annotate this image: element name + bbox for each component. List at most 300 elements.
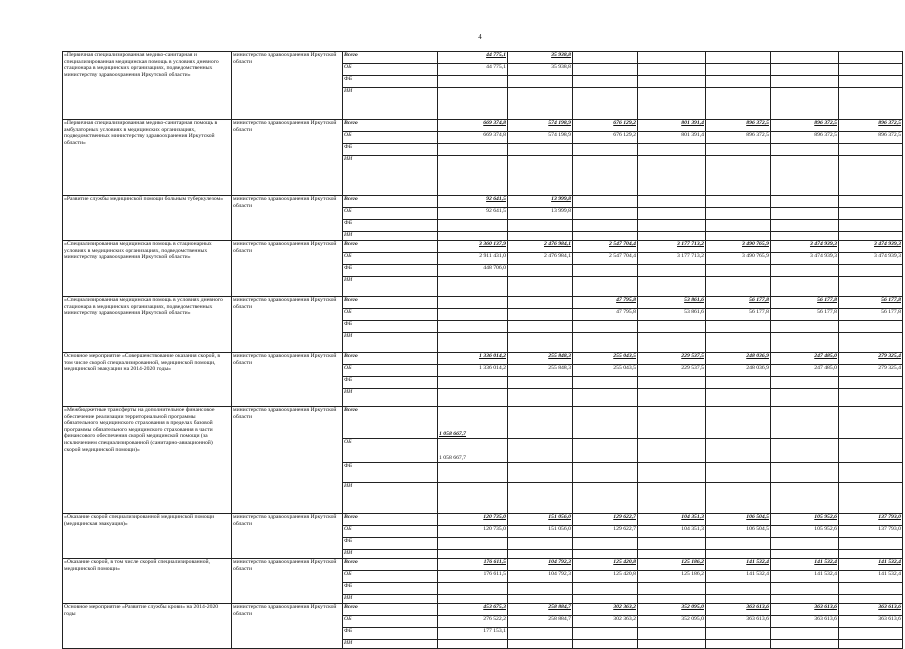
- value-cell: [706, 514, 771, 526]
- value-cell: [573, 232, 638, 241]
- value-cell: [839, 309, 903, 321]
- value-cell: [438, 64, 508, 76]
- value-cell: [706, 628, 771, 640]
- value-text: 3 360 137,9: [478, 241, 506, 247]
- value-cell: [573, 353, 638, 365]
- value-cell: [638, 241, 706, 253]
- value-text: 896 372,5: [746, 132, 769, 138]
- value-text: 35 938,8: [551, 64, 571, 70]
- funding-source-label: Всего: [343, 297, 438, 309]
- funding-source-label: ФБ: [343, 628, 438, 640]
- value-cell: [771, 604, 839, 616]
- value-cell: [706, 377, 771, 389]
- value-cell: [771, 616, 839, 628]
- value-cell: [771, 196, 839, 208]
- value-text: 896 372,5: [814, 120, 837, 126]
- value-text: 129 622,7: [613, 526, 636, 532]
- funding-source-label: ИИ: [343, 277, 438, 297]
- funding-source-label: Всего: [343, 52, 438, 64]
- value-cell: [771, 571, 839, 583]
- value-text: 448 706,0: [483, 265, 506, 271]
- value-text: 125 186,2: [681, 559, 704, 565]
- responsible-executor: министерство здравоохранения Иркутской области: [232, 407, 343, 514]
- responsible-executor: министерство здравоохранения Иркутской области: [232, 514, 343, 559]
- value-cell: [438, 220, 508, 232]
- funding-source-label: ОБ: [343, 253, 438, 265]
- value-text: 177 153,1: [483, 628, 506, 634]
- value-cell: [706, 88, 771, 120]
- value-cell: [839, 583, 903, 595]
- value-text: 1 336 014,2: [478, 365, 506, 371]
- value-text: 302 363,2: [613, 616, 636, 622]
- value-text: 363 613,6: [878, 616, 901, 622]
- value-text: 896 372,5: [878, 120, 901, 126]
- value-cell: [839, 241, 903, 253]
- funding-source-label: ОБ: [343, 439, 438, 463]
- table-row: [63, 52, 903, 64]
- value-cell: [706, 604, 771, 616]
- value-text: 56 177,8: [881, 297, 901, 303]
- value-cell: [638, 309, 706, 321]
- value-cell: [771, 88, 839, 120]
- value-cell: [638, 333, 706, 353]
- measure-name: «Оказание скорой специализированной медицинской помощи (медицинская эвакуация)»: [63, 514, 232, 559]
- value-cell: [706, 439, 771, 463]
- value-cell: [638, 120, 706, 132]
- funding-source-label: Всего: [343, 407, 438, 439]
- value-text: 44 775,1: [486, 52, 506, 58]
- value-cell: [771, 64, 839, 76]
- value-cell: [508, 196, 573, 208]
- value-text: 120 735,0: [483, 514, 506, 520]
- value-cell: [508, 439, 573, 463]
- value-cell: [638, 640, 706, 649]
- value-text: 247 485,0: [814, 365, 837, 371]
- value-text: 896 372,5: [746, 120, 769, 126]
- value-cell: [706, 120, 771, 132]
- value-cell: [508, 463, 573, 483]
- value-cell: [508, 628, 573, 640]
- value-cell: [706, 571, 771, 583]
- value-text: 363 613,6: [878, 604, 901, 610]
- value-cell: [508, 220, 573, 232]
- value-text: 255 043,5: [613, 365, 636, 371]
- value-text: 104 792,3: [548, 559, 571, 565]
- value-cell: [771, 628, 839, 640]
- measure-name: «Развитие службы медицинской помощи больным туберкулезом»: [63, 196, 232, 241]
- measure-name: «Первичная специализированная медико-санитарная помощь в амбулаторных условиях в медицинских организациях, подведомственных министерству здравоохранения Иркутской области»: [63, 120, 232, 196]
- value-text: 3 474 939,3: [809, 253, 837, 259]
- measure-name: «Первичная специализированная медико-санитарная и специализированная медицинская помощь в условиях дневного стационара в медицинских организациях, подведомственных министерству здравоохранения Иркутской области»: [63, 52, 232, 120]
- value-cell: [638, 144, 706, 156]
- value-text: 56 177,8: [749, 297, 769, 303]
- funding-source-label: ИИ: [343, 88, 438, 120]
- value-cell: [706, 321, 771, 333]
- funding-source-label: ФБ: [343, 583, 438, 595]
- table-body: [63, 52, 903, 649]
- value-cell: [438, 52, 508, 64]
- value-cell: [706, 483, 771, 514]
- value-cell: [638, 483, 706, 514]
- value-cell: [508, 52, 573, 64]
- funding-source-label: ИИ: [343, 595, 438, 604]
- value-cell: [638, 265, 706, 277]
- value-cell: [839, 483, 903, 514]
- value-text: 141 532,4: [746, 559, 769, 565]
- value-cell: [839, 463, 903, 483]
- value-cell: [706, 640, 771, 649]
- value-text: 176 611,5: [483, 571, 506, 577]
- value-cell: [438, 377, 508, 389]
- value-cell: [771, 583, 839, 595]
- value-cell: [508, 389, 573, 407]
- table-row: [63, 120, 903, 132]
- value-cell: [438, 196, 508, 208]
- value-cell: [508, 297, 573, 309]
- value-cell: [839, 439, 903, 463]
- value-cell: [638, 571, 706, 583]
- value-cell: [573, 120, 638, 132]
- value-cell: [638, 220, 706, 232]
- value-cell: [508, 156, 573, 196]
- value-cell: [706, 583, 771, 595]
- value-cell: [573, 559, 638, 571]
- value-cell: [771, 389, 839, 407]
- value-cell: [508, 616, 573, 628]
- value-text: 1 058 667,7: [439, 431, 467, 438]
- value-cell: [839, 265, 903, 277]
- value-cell: [573, 616, 638, 628]
- value-cell: [839, 407, 903, 439]
- value-cell: [839, 365, 903, 377]
- value-text: 363 613,6: [746, 604, 769, 610]
- measure-name: «Оказание скорой, в том числе скорой специализированной, медицинской помощи»: [63, 559, 232, 604]
- value-cell: [771, 297, 839, 309]
- value-text: 47 795,8: [616, 309, 636, 315]
- value-cell: [508, 309, 573, 321]
- value-cell: [438, 156, 508, 196]
- value-cell: [638, 583, 706, 595]
- value-cell: [771, 265, 839, 277]
- value-cell: [438, 232, 508, 241]
- value-text: 676 129,2: [613, 132, 636, 138]
- value-cell: [706, 559, 771, 571]
- value-text: 105 952,6: [814, 526, 837, 532]
- value-cell: [771, 595, 839, 604]
- value-cell: [438, 120, 508, 132]
- value-cell: [771, 309, 839, 321]
- value-text: 2 547 704,4: [608, 253, 636, 259]
- value-cell: [573, 526, 638, 538]
- value-cell: [638, 277, 706, 297]
- funding-source-label: ИИ: [343, 156, 438, 196]
- value-cell: [638, 232, 706, 241]
- value-cell: [839, 220, 903, 232]
- value-cell: [839, 526, 903, 538]
- value-text: 3 177 713,2: [676, 253, 704, 259]
- value-cell: [573, 196, 638, 208]
- value-cell: [839, 514, 903, 526]
- value-cell: [438, 640, 508, 649]
- value-cell: [638, 538, 706, 550]
- value-text: 3 490 765,9: [741, 253, 769, 259]
- value-text: 104 351,3: [681, 526, 704, 532]
- value-text: 2 476 984,1: [543, 253, 571, 259]
- value-cell: [771, 538, 839, 550]
- value-cell: [573, 640, 638, 649]
- table-row: [63, 604, 903, 616]
- value-text: 363 613,6: [746, 616, 769, 622]
- value-cell: [706, 265, 771, 277]
- value-cell: [706, 52, 771, 64]
- table-row: [63, 241, 903, 253]
- value-cell: [573, 208, 638, 220]
- value-cell: [771, 76, 839, 88]
- value-text: 248 036,9: [746, 353, 769, 359]
- value-cell: [638, 628, 706, 640]
- value-cell: [706, 156, 771, 196]
- funding-source-label: Всего: [343, 241, 438, 253]
- value-cell: [508, 583, 573, 595]
- value-cell: [438, 550, 508, 559]
- measure-name: «Специализированная медицинская помощь в стационарных условиях в медицинских организациях, подведомственных министерству здравоохранения Иркутской области»: [63, 241, 232, 297]
- value-cell: [706, 232, 771, 241]
- value-cell: [438, 277, 508, 297]
- value-cell: [573, 265, 638, 277]
- responsible-executor: министерство здравоохранения Иркутской области: [232, 559, 343, 604]
- value-text: 247 485,0: [814, 353, 837, 359]
- value-cell: [839, 76, 903, 88]
- funding-source-label: ИИ: [343, 232, 438, 241]
- value-text: 44 775,1: [486, 64, 506, 70]
- value-cell: [839, 389, 903, 407]
- measure-name: Основное мероприятие «Развитие службы крови» на 2014-2020 годы: [63, 604, 232, 649]
- value-text: 2 476 984,1: [543, 241, 571, 247]
- funding-source-label: ОБ: [343, 616, 438, 628]
- value-text: 801 391,4: [681, 132, 704, 138]
- value-cell: [573, 132, 638, 144]
- value-text: 229 537,5: [681, 353, 704, 359]
- value-cell: [573, 76, 638, 88]
- page-number: 4: [478, 33, 482, 41]
- value-cell: [438, 321, 508, 333]
- value-text: 453 675,3: [483, 604, 506, 610]
- value-cell: [573, 628, 638, 640]
- value-text: 141 532,4: [814, 571, 837, 577]
- value-text: 151 056,0: [548, 514, 571, 520]
- value-cell: [771, 640, 839, 649]
- value-text: 125 420,8: [613, 559, 636, 565]
- value-cell: [706, 220, 771, 232]
- value-cell: [438, 514, 508, 526]
- value-cell: [771, 120, 839, 132]
- value-cell: [706, 353, 771, 365]
- value-cell: [438, 463, 508, 483]
- value-text: 106 504,5: [746, 526, 769, 532]
- value-cell: [508, 76, 573, 88]
- value-cell: [771, 514, 839, 526]
- value-text: 801 391,4: [681, 120, 704, 126]
- value-cell: [771, 439, 839, 463]
- value-cell: [638, 52, 706, 64]
- value-cell: [573, 407, 638, 439]
- responsible-executor: министерство здравоохранения Иркутской области: [232, 353, 343, 407]
- value-cell: [638, 88, 706, 120]
- value-cell: [706, 64, 771, 76]
- value-cell: [771, 321, 839, 333]
- value-cell: [638, 604, 706, 616]
- value-cell: [771, 353, 839, 365]
- value-text: 141 532,4: [878, 571, 901, 577]
- value-text: 120 735,0: [483, 526, 506, 532]
- value-cell: [508, 550, 573, 559]
- value-text: 255 848,3: [548, 365, 571, 371]
- value-cell: [438, 241, 508, 253]
- value-cell: [573, 583, 638, 595]
- funding-source-label: Всего: [343, 559, 438, 571]
- value-cell: [839, 604, 903, 616]
- value-cell: [638, 132, 706, 144]
- value-cell: [438, 583, 508, 595]
- value-cell: [438, 353, 508, 365]
- value-cell: [839, 144, 903, 156]
- value-cell: [638, 76, 706, 88]
- value-cell: [638, 196, 706, 208]
- funding-source-label: ОБ: [343, 208, 438, 220]
- responsible-executor: министерство здравоохранения Иркутской области: [232, 604, 343, 649]
- value-cell: [706, 132, 771, 144]
- value-cell: [638, 377, 706, 389]
- value-cell: [638, 407, 706, 439]
- value-text: 248 036,9: [746, 365, 769, 371]
- value-text: 896 372,5: [878, 132, 901, 138]
- value-cell: [573, 220, 638, 232]
- funding-source-label: ФБ: [343, 144, 438, 156]
- value-text: 141 532,4: [746, 571, 769, 577]
- value-cell: [706, 76, 771, 88]
- value-cell: [573, 463, 638, 483]
- funding-source-label: ОБ: [343, 526, 438, 538]
- budget-table: [62, 51, 903, 649]
- value-cell: [638, 550, 706, 559]
- value-text: 229 537,5: [681, 365, 704, 371]
- value-cell: [839, 120, 903, 132]
- value-cell: [839, 156, 903, 196]
- value-cell: [706, 297, 771, 309]
- value-cell: [573, 377, 638, 389]
- value-cell: [508, 640, 573, 649]
- value-cell: [508, 253, 573, 265]
- value-cell: [706, 253, 771, 265]
- value-cell: [573, 483, 638, 514]
- value-cell: [438, 253, 508, 265]
- funding-source-label: ОБ: [343, 132, 438, 144]
- value-cell: [771, 144, 839, 156]
- value-cell: [573, 389, 638, 407]
- value-cell: [438, 297, 508, 309]
- value-cell: [508, 559, 573, 571]
- value-cell: [573, 277, 638, 297]
- funding-source-label: Всего: [343, 514, 438, 526]
- funding-source-label: ОБ: [343, 309, 438, 321]
- funding-source-label: ФБ: [343, 76, 438, 88]
- value-text: 92 641,5: [486, 196, 506, 202]
- value-cell: [839, 232, 903, 241]
- value-text: 258 884,7: [548, 604, 571, 610]
- value-cell: [573, 333, 638, 353]
- value-cell: [508, 538, 573, 550]
- value-cell: [638, 208, 706, 220]
- value-cell: [839, 132, 903, 144]
- value-cell: [771, 463, 839, 483]
- value-text: 151 056,0: [548, 526, 571, 532]
- value-cell: [771, 277, 839, 297]
- measure-name: «Специализированная медицинская помощь в условиях дневного стационара в медицинских организациях, подведомственных министерству здравоохранения Иркутской области»: [63, 297, 232, 353]
- value-text: 176 611,5: [483, 559, 506, 565]
- value-cell: [839, 321, 903, 333]
- value-cell: [771, 526, 839, 538]
- value-cell: [573, 365, 638, 377]
- value-cell: [638, 463, 706, 483]
- funding-source-label: ИИ: [343, 550, 438, 559]
- value-cell: [438, 208, 508, 220]
- value-cell: [438, 526, 508, 538]
- value-cell: [706, 526, 771, 538]
- value-text: 3 474 939,3: [873, 253, 901, 259]
- value-cell: [839, 52, 903, 64]
- value-cell: [839, 64, 903, 76]
- value-cell: [839, 196, 903, 208]
- value-cell: [438, 483, 508, 514]
- value-cell: [771, 220, 839, 232]
- value-cell: [638, 353, 706, 365]
- value-text: 92 641,5: [486, 208, 506, 214]
- value-text: 3 474 939,3: [873, 241, 901, 247]
- value-text: 13 999,8: [551, 208, 571, 214]
- table-row: [63, 196, 903, 208]
- value-cell: [508, 208, 573, 220]
- value-text: 137 793,0: [878, 526, 901, 532]
- value-cell: [508, 321, 573, 333]
- value-cell: [839, 628, 903, 640]
- table-row: [63, 353, 903, 365]
- value-cell: [839, 253, 903, 265]
- value-cell: [438, 604, 508, 616]
- funding-source-label: Всего: [343, 120, 438, 132]
- value-cell: [706, 144, 771, 156]
- table-row: [63, 559, 903, 571]
- value-cell: [638, 156, 706, 196]
- value-text: 56 177,8: [817, 309, 837, 315]
- value-cell: [508, 595, 573, 604]
- value-cell: [508, 604, 573, 616]
- value-cell: [508, 571, 573, 583]
- funding-source-label: Всего: [343, 604, 438, 616]
- value-text: 2 547 704,4: [608, 241, 636, 247]
- value-cell: [839, 353, 903, 365]
- value-cell: [638, 526, 706, 538]
- value-cell: [839, 88, 903, 120]
- value-cell: [839, 297, 903, 309]
- value-cell: [771, 559, 839, 571]
- value-cell: [573, 52, 638, 64]
- value-text: 255 043,5: [613, 353, 636, 359]
- value-text: 56 177,8: [817, 297, 837, 303]
- value-cell: [706, 538, 771, 550]
- value-text: 141 532,4: [878, 559, 901, 565]
- value-cell: [508, 365, 573, 377]
- value-cell: [839, 616, 903, 628]
